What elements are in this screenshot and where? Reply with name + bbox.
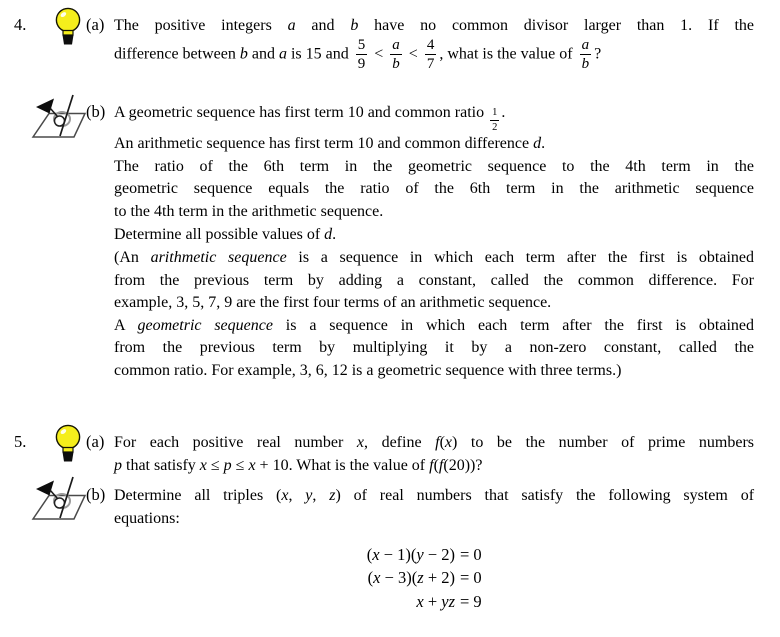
fraction: $\frac{4}{7}$ (426, 36, 435, 72)
text-line: geometric sequence equals the ratio of the 6th term in the arithmetic sequence (114, 180, 754, 198)
text-line: (An arithmetic sequence is a sequence in which each term after the first is obtained (114, 249, 754, 266)
text-line: p that satisfy x ≤ p ≤ x + 10. What is the value of f(f(20))? (114, 456, 483, 474)
pencil-and-paper-icon (29, 94, 87, 140)
problem-4b-text (114, 102, 754, 246)
text-line: An arithmetic sequence has first term 10 and common difference d. (114, 135, 546, 153)
text-line: For each positive real number x, define f(x) to be the number of prime numbers (114, 434, 755, 451)
text-line: The positive integers a and b have no common divisor larger than 1. If the (114, 17, 754, 34)
equation-system (340, 543, 482, 613)
fraction: $\frac{a}{b}$ (581, 36, 590, 72)
problem-5b-text (114, 485, 754, 530)
text-line: to the 4th term in the arithmetic sequence. (114, 202, 384, 220)
text-line: Determine all triples (x, y, z) of real numbers that satisfy the following system of (114, 487, 755, 504)
problem-4-number: 4. (14, 15, 27, 34)
equation-row: x + yz = 9 (416, 591, 482, 611)
text-line: difference between b and a is 15 and $\frac{5}{9}$ < $\frac{a}{b}$ < $\frac{4}{7}$ , what is the value of $\frac{a}{b}$ ? (114, 36, 602, 72)
part-5a-label: (a) (86, 432, 105, 451)
fraction: $\frac{a}{b}$ (392, 36, 400, 72)
text-line: from the previous term by adding a constant, called the common difference. For (114, 271, 754, 289)
equation-row: (x − 3)(z + 2) = 0 (367, 568, 482, 588)
fraction: $\frac{5}{9}$ (357, 36, 366, 72)
text-line: example, 3, 5, 7, 9 are the first four terms of an arithmetic sequence. (114, 294, 552, 312)
text-line: The ratio of the 6th term in the geometric sequence to the 4th term in the (114, 157, 754, 175)
sequence-definitions-note (114, 247, 754, 383)
problem-5-number: 5. (14, 432, 27, 451)
lightbulb-icon (54, 6, 82, 49)
text-line: A geometric sequence has first term 10 and common ratio $\frac{1}{2}$ . (114, 104, 506, 133)
part-4b-label: (b) (86, 102, 106, 121)
problem-4a-text (114, 15, 754, 72)
text-line: common ratio. For example, 3, 6, 12 is a geometric sequence with three terms.) (114, 361, 622, 379)
problem-5a-text (114, 432, 754, 477)
part-5b-label: (b) (86, 485, 106, 504)
fraction-small: $\frac{1}{2}$ (492, 107, 498, 133)
pencil-and-paper-icon (29, 476, 87, 522)
text-line: from the previous term by multiplying it by a non-zero constant, called the (114, 339, 754, 357)
lightbulb-icon (54, 423, 82, 466)
text-line: equations: (114, 509, 180, 527)
text-line: A geometric sequence is a sequence in which each term after the first is obtained (114, 316, 755, 334)
equation-row: (x − 1)(y − 2) = 0 (366, 545, 482, 564)
text-line: Determine all possible values of d. (114, 225, 337, 243)
part-4a-label: (a) (86, 15, 105, 34)
